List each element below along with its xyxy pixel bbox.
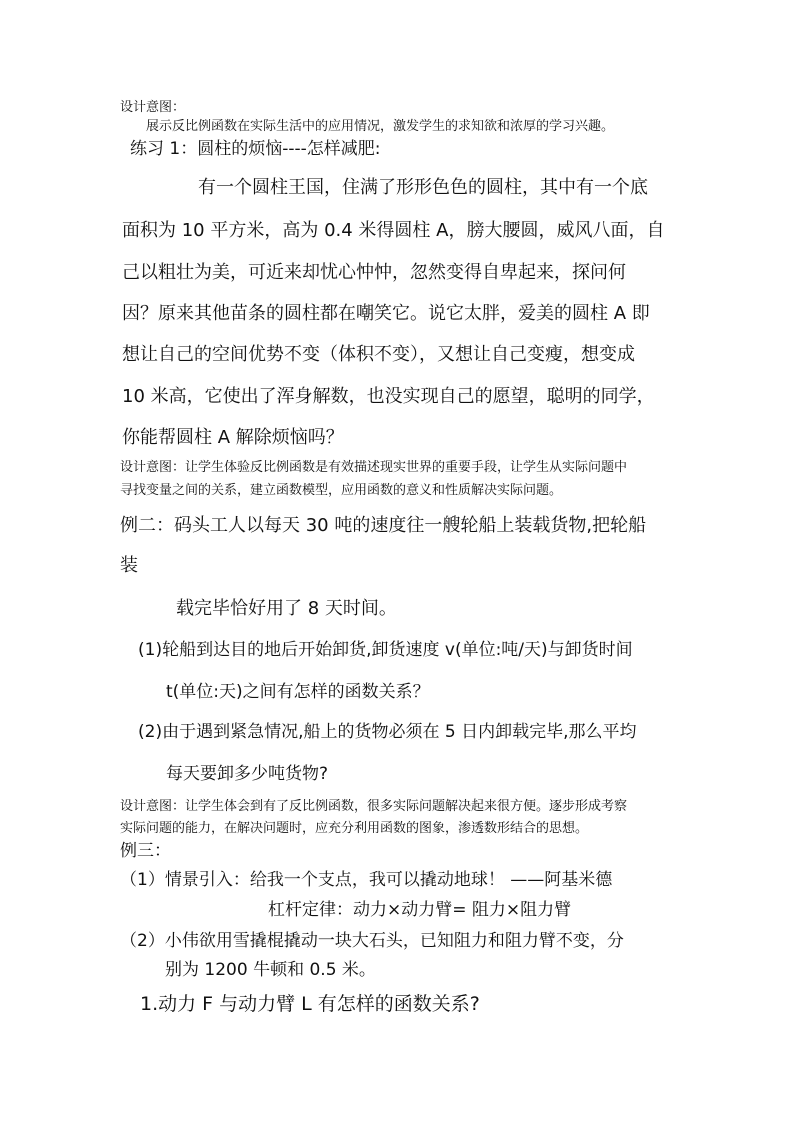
design-intent-3-line-1: 设计意图：让学生体会到有了反比例函数，很多实际问题解决起来很方便。逐步形成考察 xyxy=(120,799,628,814)
exercise-1-line-2: 面积为 10 平方米，高为 0.4 米得圆柱 A，膀大腰圆，威风八面，自 xyxy=(122,220,665,241)
design-intent-2-line-1: 设计意图：让学生体验反比例函数是有效描述现实世界的重要手段，让学生从实际问题中 xyxy=(120,460,628,475)
exercise-1-title: 练习 1：圆柱的烦恼----怎样减肥: xyxy=(130,139,381,159)
example-2-line-2: 装 xyxy=(120,555,138,576)
exercise-1-line-5: 想让自己的空间优势不变（体积不变），又想让自己变瘦，想变成 xyxy=(122,344,635,365)
exercise-1-line-3: 己以粗壮为美，可近来却忧心忡忡，忽然变得自卑起来，探问何 xyxy=(122,262,626,283)
example-2-question-2-line-1: (2)由于遇到紧急情况,船上的货物必须在 5 日内卸载完毕,那么平均 xyxy=(138,722,637,742)
example-3-title: 例三： xyxy=(120,841,171,861)
exercise-1-line-1: 有一个圆柱王国，住满了形形色色的圆柱，其中有一个底 xyxy=(198,177,648,198)
example-3-question-1: 1.动力 F 与动力臂 L 有怎样的函数关系? xyxy=(140,993,480,1015)
exercise-1-line-6: 10 米高，它使出了浑身解数，也没实现自己的愿望，聪明的同学， xyxy=(122,386,655,407)
lever-law: 杠杆定律：动力×动力臂= 阻力×阻力臂 xyxy=(268,900,572,920)
example-2-question-1-line-2: t(单位:天)之间有怎样的函数关系？ xyxy=(166,682,430,702)
exercise-1-line-4: 因？原来其他苗条的圆柱都在嘲笑它。说它太胖，爱美的圆柱 A 即 xyxy=(122,303,650,324)
example-3-part-2-line-2: 别为 1200 牛顿和 0.5 米。 xyxy=(165,960,376,980)
design-intent-2-line-2: 寻找变量之间的关系，建立函数模型，应用函数的意义和性质解决实际问题。 xyxy=(120,483,563,498)
example-3-part-1: （1）情景引入：给我一个支点，我可以撬动地球！ ——阿基米德 xyxy=(120,870,613,890)
example-2-line-3: 载完毕恰好用了 8 天时间。 xyxy=(176,598,397,619)
design-intent-text: 展示反比例函数在实际生活中的应用情况，激发学生的求知欲和浓厚的学习兴趣。 xyxy=(146,119,615,134)
example-3-part-2-line-1: （2）小伟欲用雪撬棍撬动一块大石头，已知阻力和阻力臂不变，分 xyxy=(120,931,624,951)
example-2-line-1: 例二：码头工人以每天 30 吨的速度往一艘轮船上装载货物,把轮船 xyxy=(120,515,647,536)
example-2-question-2-line-2: 每天要卸多少吨货物? xyxy=(166,764,329,784)
example-2-question-1-line-1: (1)轮船到达目的地后开始卸货,卸货速度 v(单位:吨/天)与卸货时间 xyxy=(138,640,633,660)
design-intent-3-line-2: 实际问题的能力，在解决问题时，应充分利用函数的图象，渗透数形结合的思想。 xyxy=(120,821,589,836)
exercise-1-line-7: 你能帮圆柱 A 解除烦恼吗？ xyxy=(122,427,344,448)
design-intent-label: 设计意图： xyxy=(120,100,186,115)
